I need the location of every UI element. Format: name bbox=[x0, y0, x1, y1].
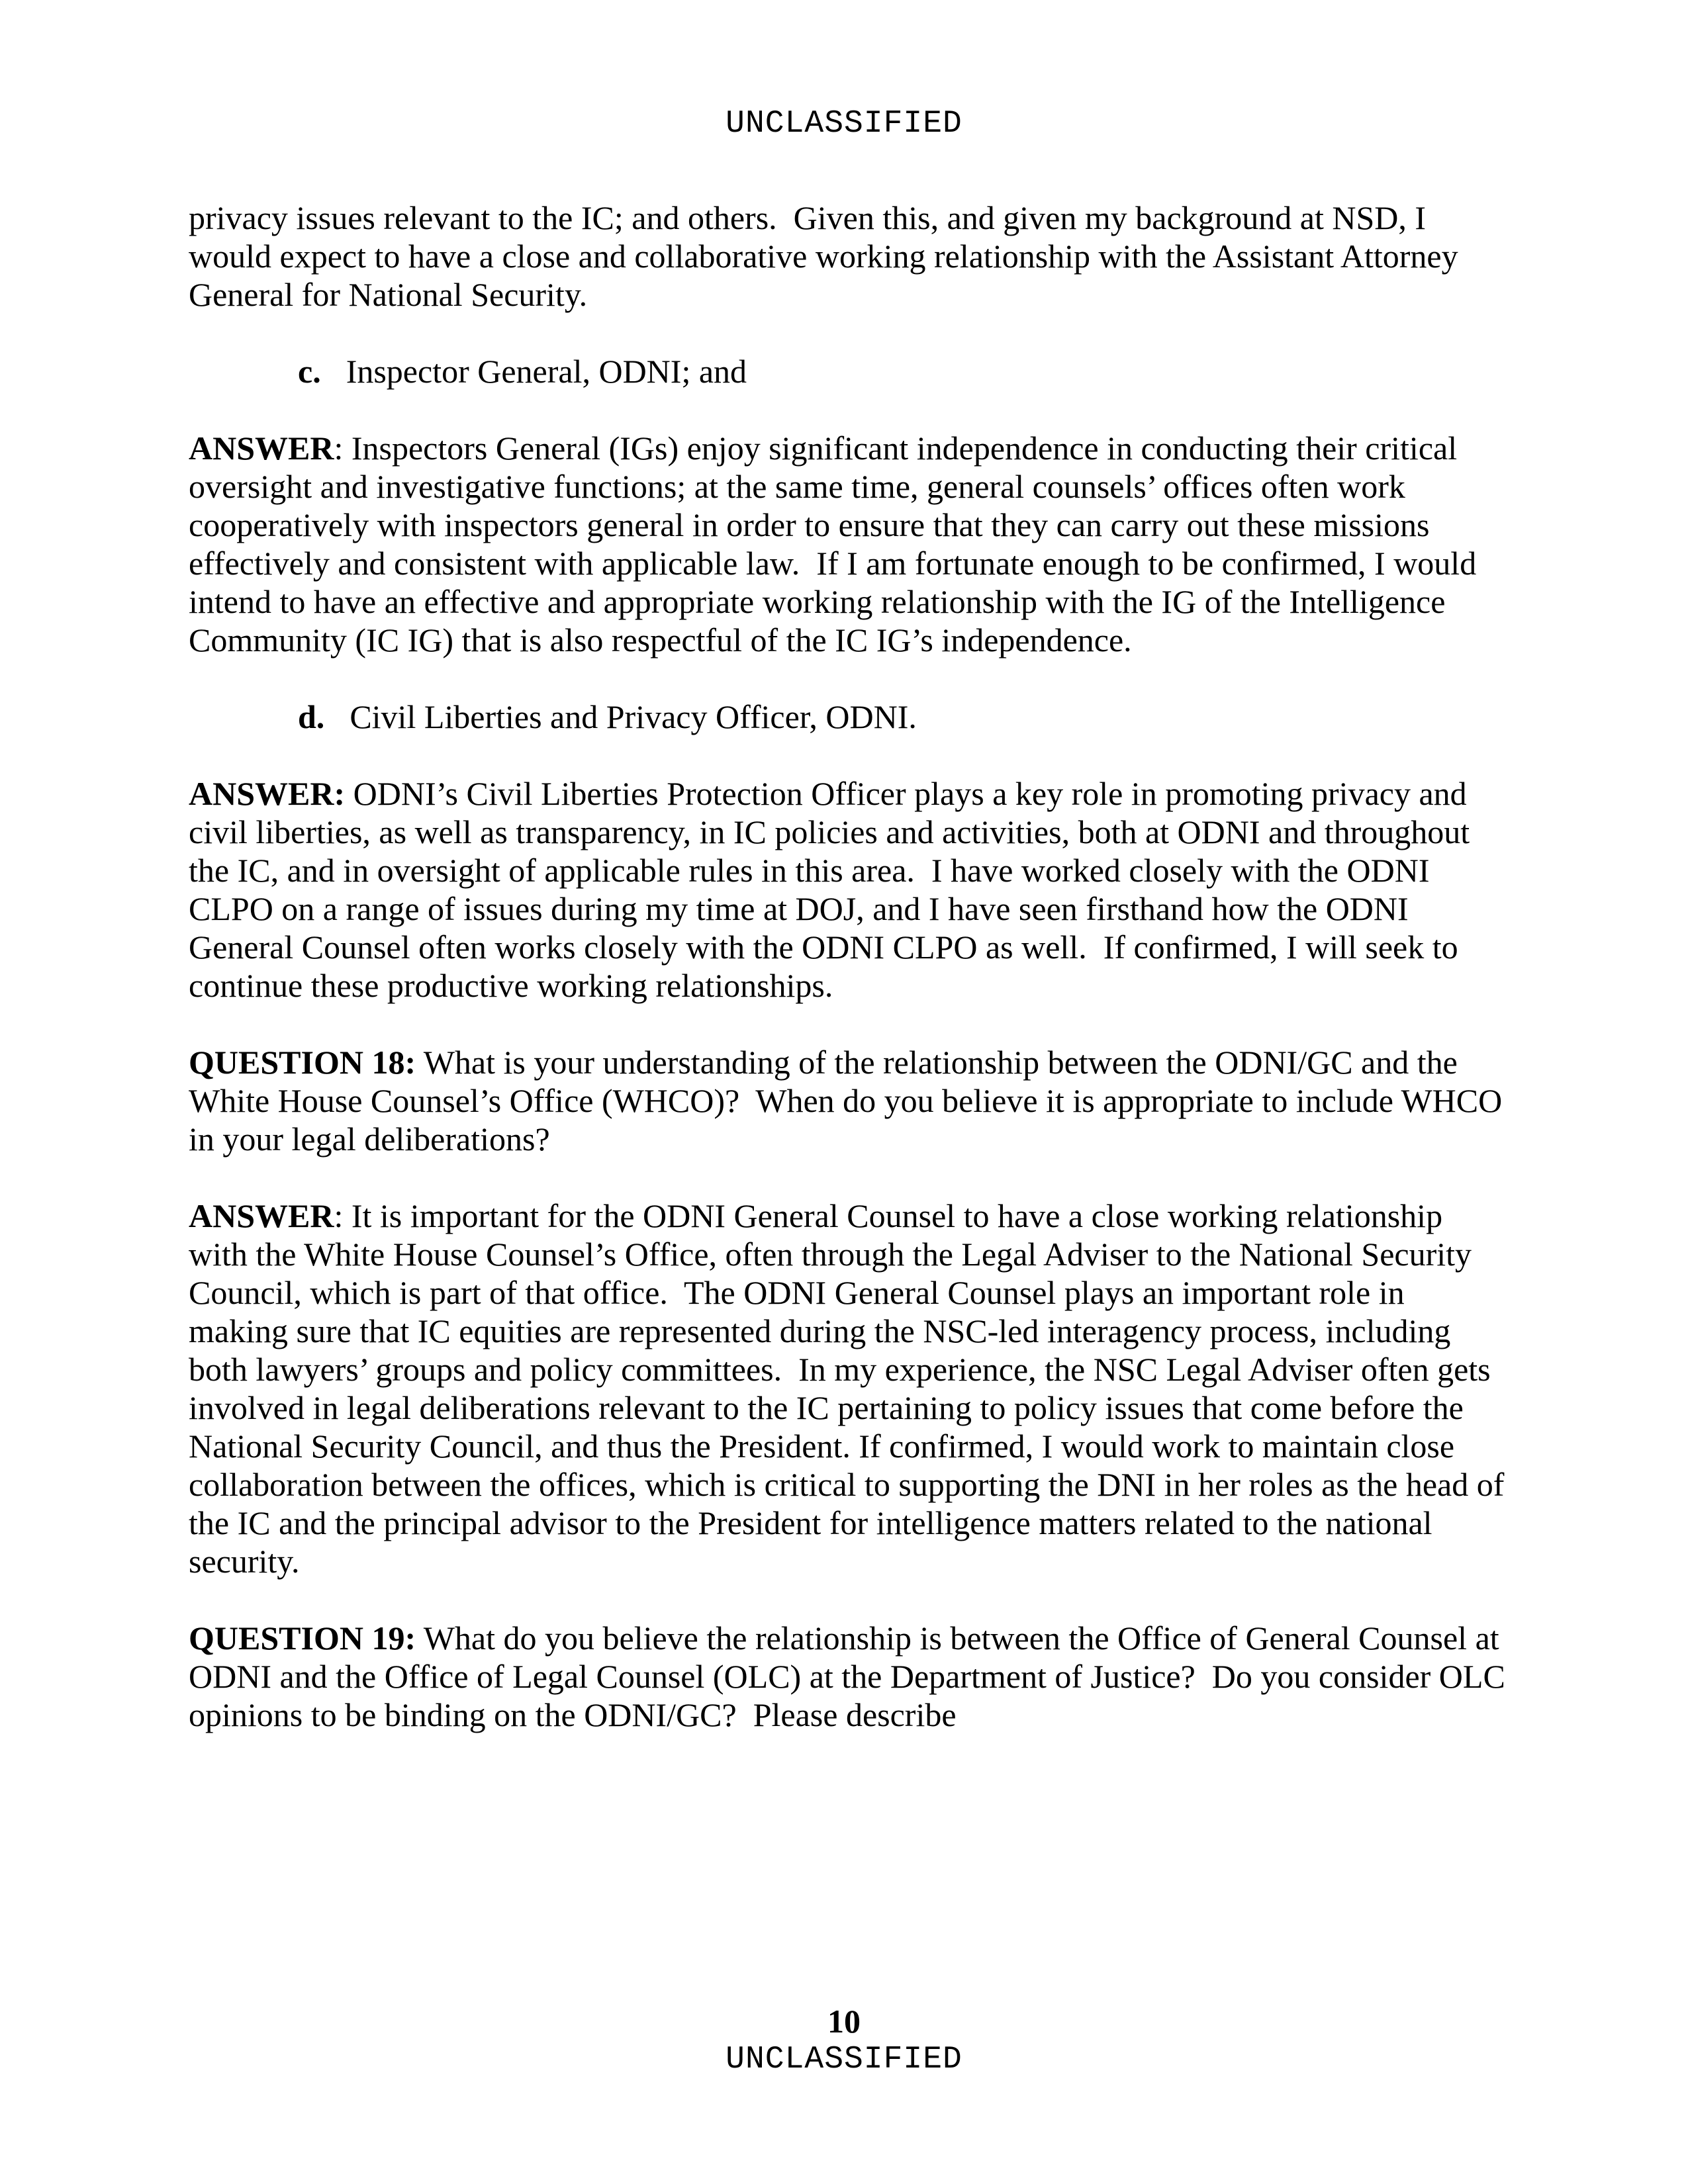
item-d-marker: d. bbox=[298, 698, 325, 735]
header-classification-banner: UNCLASSIFIED bbox=[726, 106, 962, 142]
answer-c-paragraph bbox=[189, 429, 1509, 659]
item-c-marker: c. bbox=[298, 353, 321, 390]
item-d-label: Civil Liberties and Privacy Officer, ODNI. bbox=[350, 698, 917, 735]
question-19-paragraph bbox=[189, 1619, 1514, 1734]
answer-d-body: ODNI’s Civil Liberties Protection Officer plays a key role in promoting privacy and civil liberties, as well as transparency, in IC policies and activities, both at ODNI and throughout the IC, and in oversight of applicable rules in this area. I have worked closely with the ODNI CLPO on a range of issues during my time at DOJ, and I have seen firsthand how the ODNI General Counsel often works closely with the ODNI CLPO as well. If confirmed, I will seek to continue these productive working relationships. bbox=[189, 775, 1478, 1004]
item-c-label: Inspector General, ODNI; and bbox=[346, 353, 747, 390]
document-body bbox=[189, 199, 1514, 1772]
page-number: 10 bbox=[827, 2003, 861, 2040]
answer-d-paragraph bbox=[189, 774, 1509, 1005]
answer-c-lead: ANSWER bbox=[189, 430, 334, 467]
answer-c-body: : Inspectors General (IGs) enjoy significant independence in conducting their critical oversight and investigative functions; at the same time, general counsels’ offices often work cooperatively with inspectors general in order to ensure that they can carry out these missions effectively and consistent with applicable law. If I am fortunate enough to be confirmed, I would intend to have an effective and appropriate working relationship with the IG of the Intelligence Community (IC IG) that is also respectful of the IC IG’s independence. bbox=[189, 430, 1485, 659]
answer-18-lead: ANSWER bbox=[189, 1197, 334, 1234]
question-19-lead: QUESTION 19: bbox=[189, 1619, 416, 1657]
question-19-body: What do you believe the relationship is between the Office of General Counsel at ODNI and the Office of Legal Counsel (OLC) at the Department of Justice? Do you consider OLC opinions to be binding on the ODNI/GC? Please describe bbox=[189, 1619, 1514, 1733]
question-18-lead: QUESTION 18: bbox=[189, 1044, 416, 1081]
answer-18-body: : It is important for the ODNI General Counsel to have a close working relationship with the White House Counsel’s Office, often through the Legal Adviser to the National Security Council, which is part of that office. The ODNI General Counsel plays an important role in making sure that IC equities are represented during the NSC-led interagency process, including both lawyers’ groups and policy committees. In my experience, the NSC Legal Adviser often gets involved in legal deliberations relevant to the IC pertaining to policy issues that come before the National Security Council, and thus the President. If confirmed, I would work to maintain close collaboration between the offices, which is critical to supporting the DNI in her roles as the head of the IC and the principal advisor to the President for intelligence matters related to the national security. bbox=[189, 1197, 1513, 1580]
answer-18-paragraph bbox=[189, 1197, 1513, 1580]
list-item-d bbox=[189, 698, 1509, 736]
page-footer bbox=[0, 2002, 1688, 2079]
question-18-body: What is your understanding of the relationship between the ODNI/GC and the White House Counsel’s Office (WHCO)? When do you believe it is appropriate to include WHCO in your legal deliberations? bbox=[189, 1044, 1511, 1158]
intro-paragraph: privacy issues relevant to the IC; and others. Given this, and given my background at NSD, I would expect to have a close and collaborative working relationship with the Assistant Attorney General for National Security. bbox=[189, 199, 1467, 313]
footer-classification-banner: UNCLASSIFIED bbox=[726, 2042, 962, 2077]
list-item-c bbox=[189, 352, 1509, 390]
answer-d-lead: ANSWER: bbox=[189, 775, 346, 812]
question-18-paragraph bbox=[189, 1043, 1509, 1158]
